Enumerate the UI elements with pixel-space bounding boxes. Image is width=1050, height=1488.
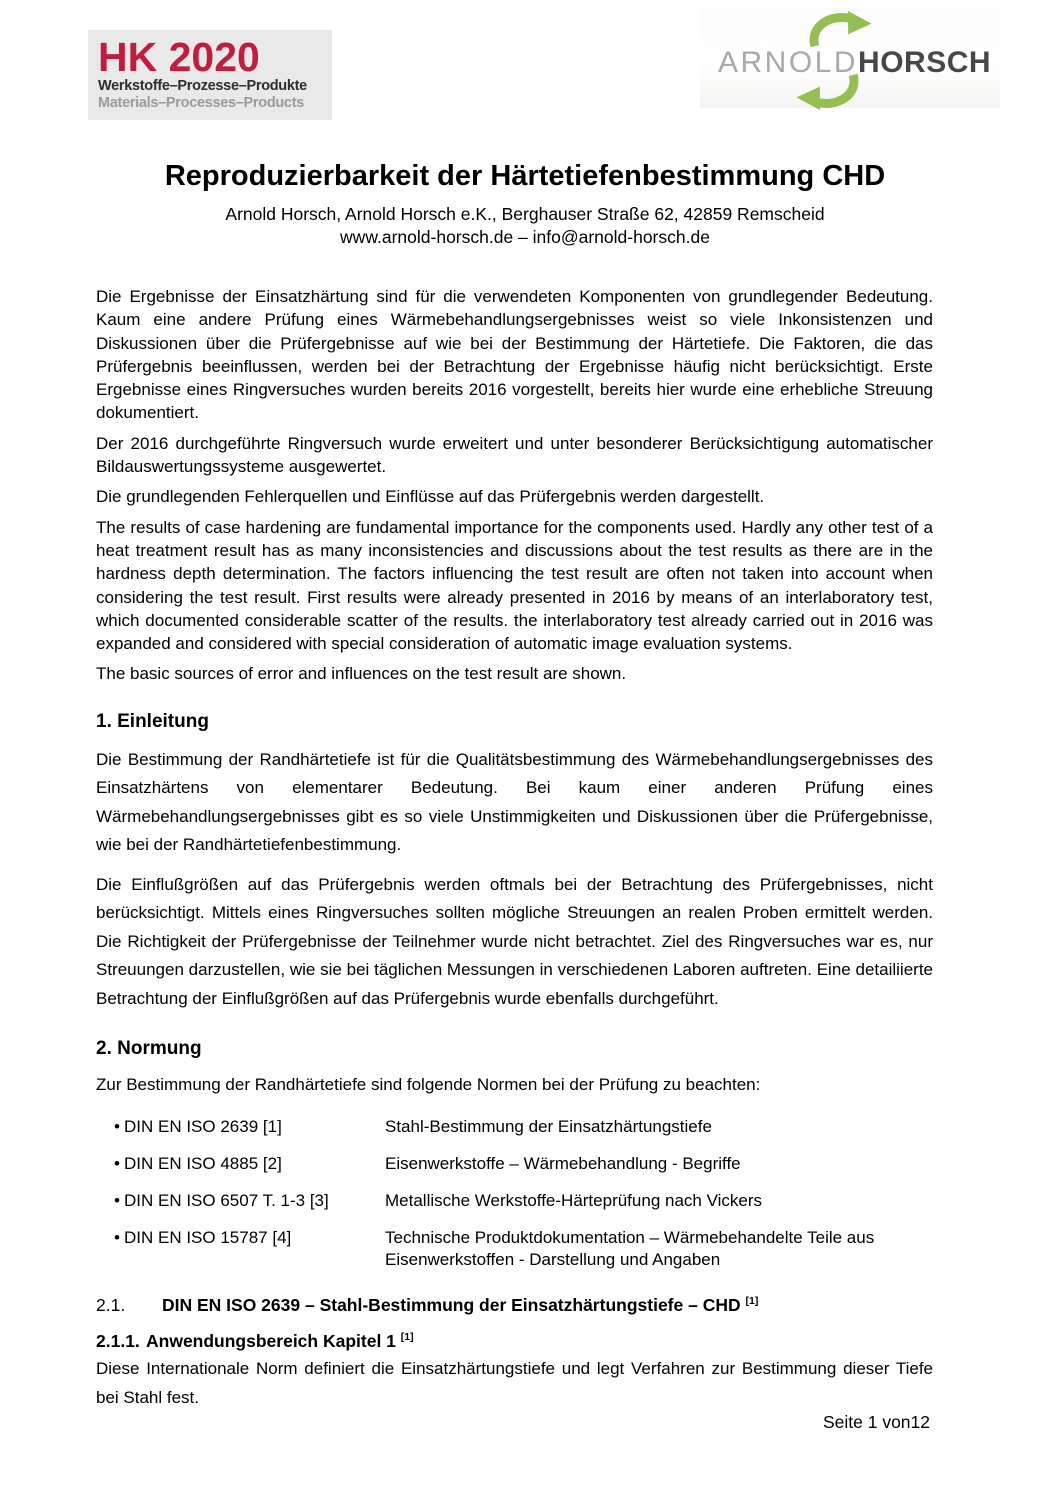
page-header <box>0 0 1050 120</box>
bullet-icon: • <box>114 1117 120 1137</box>
abstract-de-paragraph-2: Der 2016 durchgeführte Ringversuch wurde erweitert und unter besonderer Berücksichtigung automatischer Bildauswertungssysteme ausgewertet. <box>96 433 933 477</box>
norm-code: DIN EN ISO 15787 [4] <box>124 1228 292 1248</box>
norm-code: DIN EN ISO 4885 [2] <box>124 1154 282 1174</box>
bullet-icon: • <box>114 1191 120 1211</box>
title-block <box>0 160 1050 249</box>
section-1-paragraph-1: Die Bestimmung der Randhärtetiefe ist für die Qualitätsbestimmung des Wärmebehandlungsergebnisses des Einsatzhärtens von elementarer Bedeutung. Bei kaum einer anderen Prüfung eines Wärmebehandlungsergebnisses gibt es so viele Unstimmigkeiten und Diskussionen über die Prüfergebnisse, wie bei der Randhärtetiefenbestimmung. <box>96 749 933 855</box>
norm-description: Stahl-Bestimmung der Einsatzhärtungstiefe <box>385 1117 712 1137</box>
arnold-horsch-logo-last: HORSCH <box>858 46 992 79</box>
list-item <box>96 1190 933 1212</box>
paper-contact: www.arnold-horsch.de – info@arnold-horsch.de <box>340 227 710 247</box>
section-2-1-heading <box>96 1295 933 1316</box>
hk2020-logo-subtitle-de: Werkstoffe–Prozesse–Produkte <box>98 78 307 94</box>
section-1-heading: 1. Einleitung <box>96 710 209 732</box>
norm-description: Metallische Werkstoffe-Härteprüfung nach Vickers <box>385 1191 763 1211</box>
arnold-horsch-logo-text <box>718 46 991 80</box>
arnold-horsch-logo <box>700 8 1000 108</box>
cycle-arrow-top-icon <box>808 11 872 47</box>
section-2-1-1-number: 2.1.1. <box>96 1331 140 1352</box>
norm-code: DIN EN ISO 6507 T. 1-3 [3] <box>124 1191 329 1211</box>
abstract-en-paragraph-2: The basic sources of error and influences on the test result are shown. <box>96 664 627 684</box>
list-item <box>96 1116 933 1138</box>
section-2-intro: Zur Bestimmung der Randhärtetiefe sind folgende Normen bei der Prüfung zu beachten: <box>96 1075 761 1095</box>
paper-authors: Arnold Horsch, Arnold Horsch e.K., Berghauser Straße 62, 42859 Remscheid <box>225 204 825 224</box>
norm-code: DIN EN ISO 2639 [1] <box>124 1117 282 1137</box>
list-item <box>96 1227 933 1271</box>
norm-description: Technische Produktdokumentation – Wärmebehandelte Teile aus Eisenwerkstoffen - Darstellung und Angaben <box>385 1228 875 1270</box>
section-2-1-reference: [1] <box>745 1295 759 1308</box>
abstract-de-paragraph-3: Die grundlegenden Fehlerquellen und Einflüsse auf das Prüfergebnis werden dargestellt. <box>96 487 765 507</box>
paper-title: Reproduzierbarkeit der Härtetiefenbestimmung CHD <box>164 160 886 192</box>
list-item <box>96 1153 933 1175</box>
hk2020-logo <box>88 30 332 120</box>
page-number-label: Seite 1 von12 <box>822 1412 930 1432</box>
bullet-icon: • <box>114 1154 120 1174</box>
section-1-paragraph-2: Die Einflußgrößen auf das Prüfergebnis werden oftmals bei der Betrachtung des Prüfergebnisses, nicht berücksichtigt. Mittels eines Ringversuches sollten mögliche Streuungen an realen Proben ermittelt werden. Die Richtigkeit der Prüfergebnisse der Teilnehmer wurde nicht betrachtet. Ziel des Ringversuches war es, nur Streuungen darzustellen, wie sie bei täglichen Messungen in verschiedenen Laboren auftreten. Eine detailiierte Betrachtung der Einflußgrößen auf das Prüfergebnis wurde ebenfalls durchgeführt. <box>96 874 933 1008</box>
norms-list <box>96 1116 933 1271</box>
section-2-1-title: DIN EN ISO 2639 – Stahl-Bestimmung der Einsatzhärtungstiefe – CHD <box>162 1295 741 1316</box>
section-2-1-number: 2.1. <box>96 1295 126 1316</box>
hk2020-logo-title: HK 2020 <box>98 34 260 80</box>
bullet-icon: • <box>114 1228 120 1248</box>
section-2-heading: 2. Normung <box>96 1038 202 1060</box>
section-2-1-1-paragraph: Diese Internationale Norm definiert die Einsatzhärtungstiefe und legt Verfahren zur Bestimmung dieser Tiefe bei Stahl fest. <box>96 1359 933 1407</box>
paper-body <box>0 249 1050 1412</box>
section-2-1-1-heading <box>96 1331 933 1352</box>
abstract-en-paragraph-1: The results of case hardening are fundamental importance for the components used. Hardly any other test of a heat treatment result has as many inconsistencies and discussions about the test results as there are in the hardness depth determination. The factors influencing the test result are often not taken into account when considering the test result. First results were already presented in 2016 by means of an interlaboratory test, which documented considerable scatter of the results. the interlaboratory test already carried out in 2016 was expanded and considered with special consideration of automatic image evaluation systems. <box>96 517 933 654</box>
section-2-1-1-title: Anwendungsbereich Kapitel 1 <box>146 1331 396 1352</box>
section-2-1-1-reference: [1] <box>400 1331 414 1344</box>
hk2020-logo-subtitle-en: Materials–Processes–Products <box>98 95 304 111</box>
arnold-horsch-logo-first: ARNOLD <box>718 46 859 79</box>
norm-description: Eisenwerkstoffe – Wärmebehandlung - Begriffe <box>385 1154 741 1174</box>
abstract-de-paragraph-1: Die Ergebnisse der Einsatzhärtung sind für die verwendeten Komponenten von grundlegender Bedeutung. Kaum eine andere Prüfung eines Wärmebehandlungsergebnisses weist so viele Inkonsistenzen und Diskussionen über die Prüfergebnisse auf wie bei der Bestimmung der Härtetiefe. Die Faktoren, die das Prüfergebnis beeinflussen, werden bei der Betrachtung der Ergebnisse häufig nicht berücksichtigt. Erste Ergebnisse eines Ringversuches wurden bereits 2016 vorgestellt, bereits hier wurde eine erhebliche Streuung dokumentiert. <box>96 287 933 423</box>
